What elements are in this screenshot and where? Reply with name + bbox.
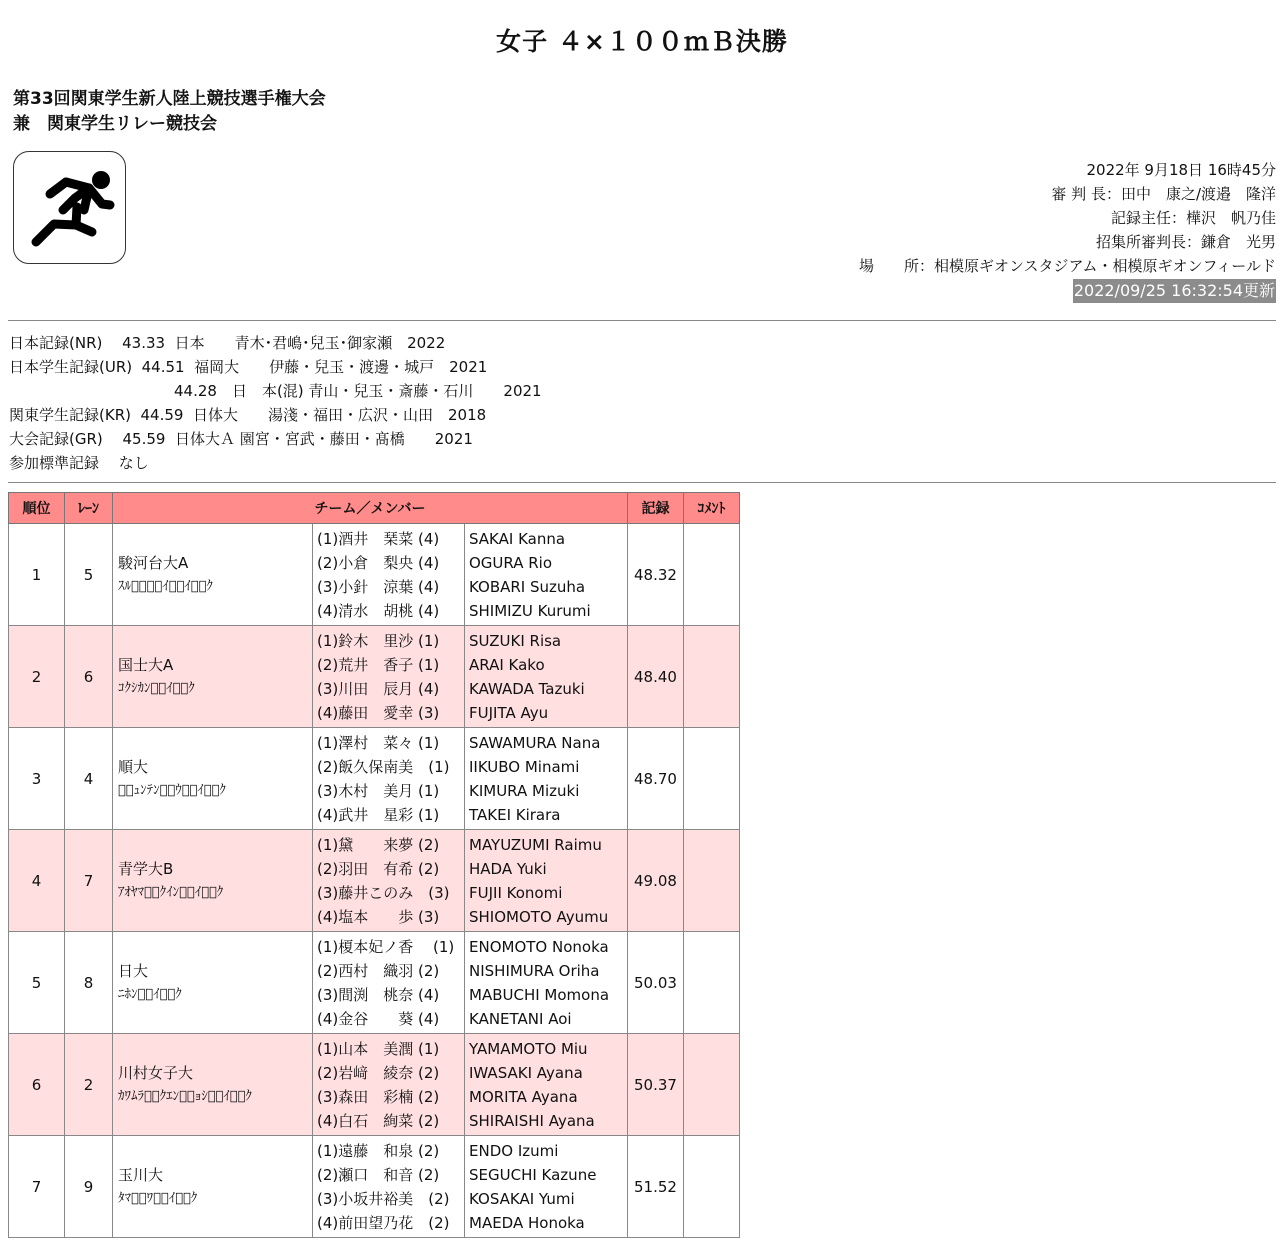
table-row	[9, 626, 740, 728]
qualifying-standard: 参加標準記録 なし	[9, 454, 149, 472]
member-name: (1)榎本妃ノ香 (1)	[317, 937, 455, 956]
member-name: (2)岩﨑 綾奈 (2)	[317, 1063, 440, 1082]
updated-timestamp: 2022/09/25 16:32:54更新	[1073, 279, 1276, 303]
member-romaji: SUZUKI Risa	[469, 631, 562, 650]
members-cell	[313, 1034, 465, 1136]
member-name: (2)瀬口 和音 (2)	[317, 1165, 440, 1184]
sprinter-icon	[13, 151, 126, 264]
rank-cell: 6	[9, 1034, 65, 1136]
members-romaji-cell	[465, 626, 628, 728]
member-name: (2)羽田 有希 (2)	[317, 859, 440, 878]
record-ur: 日本学生記録(UR) 44.51 福岡大 伊藤・兒玉・渡邊・城戸 2021	[9, 358, 488, 376]
members-romaji-cell	[465, 524, 628, 626]
team-cell	[113, 524, 313, 626]
member-name: (4)前田望乃花 (2)	[317, 1213, 450, 1232]
team-name: 川村女子大	[118, 1063, 194, 1082]
member-name: (1)遠藤 和泉 (2)	[317, 1141, 440, 1160]
member-romaji: KAWADA Tazuki	[469, 679, 585, 698]
team-name: 駿河台大A	[118, 553, 189, 572]
member-name: (1)酒井 琹菜 (4)	[317, 529, 440, 548]
members-romaji-cell	[465, 830, 628, 932]
members-cell	[313, 524, 465, 626]
member-romaji: SAKAI Kanna	[469, 529, 566, 548]
team-cell	[113, 728, 313, 830]
time-cell: 51.52	[628, 1136, 684, 1238]
member-romaji: KOBARI Suzuha	[469, 577, 586, 596]
member-romaji: TAKEI Kirara	[469, 805, 561, 824]
member-name: (1)澤村 菜々 (1)	[317, 733, 440, 752]
time-cell: 50.37	[628, 1034, 684, 1136]
meet-name-line2: 兼 関東学生リレー競技会	[13, 114, 217, 134]
members-romaji-cell	[465, 728, 628, 830]
member-name: (3)小針 涼葉 (4)	[317, 577, 440, 596]
comment-cell	[684, 626, 740, 728]
header-lane: ﾚｰﾝ	[65, 493, 113, 524]
lane-cell: 5	[65, 524, 113, 626]
member-romaji: SHIOMOTO Ayumu	[469, 907, 609, 926]
members-cell	[313, 932, 465, 1034]
team-name: 順大	[118, 757, 149, 776]
call-room-referee: 招集所審判長：鎌倉 光男	[1095, 233, 1276, 251]
member-romaji: YAMAMOTO Miu	[469, 1039, 588, 1058]
event-datetime: 2022年 9月18日 16時45分	[1086, 161, 1276, 179]
member-name: (2)小倉 梨央 (4)	[317, 553, 440, 572]
member-name: (4)塩本 歩 (3)	[317, 907, 440, 926]
member-name: (2)飯久保南美 (1)	[317, 757, 450, 776]
rank-cell: 7	[9, 1136, 65, 1238]
comment-cell	[684, 524, 740, 626]
member-romaji: OGURA Rio	[469, 553, 553, 572]
rank-cell: 1	[9, 524, 65, 626]
member-romaji: MABUCHI Momona	[469, 985, 610, 1004]
comment-cell	[684, 1136, 740, 1238]
lane-cell: 4	[65, 728, 113, 830]
team-kana: ｽﾙ ﾞ ﾞｲ ﾞｲ ﾞｸ	[118, 578, 213, 594]
member-name: (3)間渕 桃奈 (4)	[317, 985, 440, 1004]
divider	[8, 482, 1276, 483]
member-romaji: MORITA Ayana	[469, 1087, 578, 1106]
member-name: (4)藤田 愛幸 (3)	[317, 703, 440, 722]
members-cell	[313, 626, 465, 728]
lane-cell: 2	[65, 1034, 113, 1136]
time-cell: 48.40	[628, 626, 684, 728]
header-team: チーム／メンバー	[113, 493, 628, 524]
venue: 場 所：相模原ギオンスタジアム・相模原ギオンフィールド	[858, 257, 1276, 275]
header-time: 記録	[628, 493, 684, 524]
meet-name	[13, 87, 326, 137]
rank-cell: 3	[9, 728, 65, 830]
page-title: 女子 ４×１００ｍＢ決勝	[496, 27, 788, 56]
member-name: (3)小坂井裕美 (2)	[317, 1189, 450, 1208]
team-kana: ｱｵﾔﾏ ﾞｸｲﾝ ﾞｲ ﾞｸ	[118, 884, 224, 900]
members-cell	[313, 728, 465, 830]
member-romaji: KANETANI Aoi	[469, 1009, 572, 1028]
member-name: (1)山本 美潤 (1)	[317, 1039, 440, 1058]
member-name: (3)木村 美月 (1)	[317, 781, 440, 800]
event-info	[859, 158, 1276, 303]
member-romaji: FUJII Konomi	[469, 883, 563, 902]
record-gr: 大会記録(GR) 45.59 日体大Ａ 園宮・宮武・藤田・髙橋 2021	[9, 430, 473, 448]
meet-name-line1: 第33回関東学生新人陸上競技選手権大会	[13, 89, 326, 109]
referee: 審 判 長：田中 康之/渡邉 隆洋	[1051, 185, 1276, 203]
member-romaji: KOSAKAI Yumi	[469, 1189, 575, 1208]
time-cell: 48.32	[628, 524, 684, 626]
header-rank: 順位	[9, 493, 65, 524]
header-comment: ｺﾒﾝﾄ	[684, 493, 740, 524]
member-name: (2)荒井 香子 (1)	[317, 655, 440, 674]
comment-cell	[684, 830, 740, 932]
records-list	[9, 331, 542, 475]
time-cell: 50.03	[628, 932, 684, 1034]
table-row	[9, 1136, 740, 1238]
rank-cell: 4	[9, 830, 65, 932]
recorder: 記録主任：樺沢 帆乃佳	[1110, 209, 1276, 227]
table-row	[9, 932, 740, 1034]
member-romaji: KIMURA Mizuki	[469, 781, 580, 800]
members-cell	[313, 830, 465, 932]
record-ur-mixed: 44.28 日 本(混) 青山・兒玉・斎藤・石川 2021	[9, 382, 542, 400]
team-name: 日大	[118, 961, 149, 980]
table-row	[9, 830, 740, 932]
divider	[8, 320, 1276, 321]
member-name: (1)鈴木 里沙 (1)	[317, 631, 440, 650]
team-cell	[113, 1034, 313, 1136]
member-romaji: MAYUZUMI Raimu	[469, 835, 602, 854]
team-name: 国士大A	[118, 655, 174, 674]
members-romaji-cell	[465, 932, 628, 1034]
members-romaji-cell	[465, 1136, 628, 1238]
table-row	[9, 524, 740, 626]
record-kr: 関東学生記録(KR) 44.59 日体大 湯淺・福田・広沢・山田 2018	[9, 406, 487, 424]
time-cell: 48.70	[628, 728, 684, 830]
member-romaji: ENDO Izumi	[469, 1141, 559, 1160]
record-nr: 日本記録(NR) 43.33 日本 青木･君嶋･兒玉･御家瀬 2022	[9, 334, 446, 352]
member-name: (4)清水 胡桃 (4)	[317, 601, 440, 620]
team-cell	[113, 932, 313, 1034]
team-kana: ﾀﾏ ﾞﾜ ﾞｲ ﾞｸ	[118, 1190, 198, 1206]
table-row	[9, 728, 740, 830]
team-kana: ﾆﾎﾝ ﾞｲ ﾞｸ	[118, 986, 182, 1002]
member-name: (3)森田 彩楠 (2)	[317, 1087, 440, 1106]
member-romaji: MAEDA Honoka	[469, 1213, 585, 1232]
team-name: 青学大B	[118, 859, 174, 878]
lane-cell: 9	[65, 1136, 113, 1238]
member-romaji: FUJITA Ayu	[469, 703, 549, 722]
member-romaji: HADA Yuki	[469, 859, 547, 878]
members-romaji-cell	[465, 1034, 628, 1136]
member-romaji: IWASAKI Ayana	[469, 1063, 583, 1082]
member-romaji: NISHIMURA Oriha	[469, 961, 600, 980]
team-kana: ｶﾜﾑﾗ ﾞｸｴﾝ ﾞｮｼ ﾞｲ ﾞｸ	[118, 1088, 252, 1104]
member-romaji: SAWAMURA Nana	[469, 733, 601, 752]
team-kana: ｺｸｼｶﾝ ﾞｲ ﾞｸ	[118, 680, 195, 696]
rank-cell: 5	[9, 932, 65, 1034]
rank-cell: 2	[9, 626, 65, 728]
member-romaji: ARAI Kako	[469, 655, 545, 674]
member-romaji: SHIRAISHI Ayana	[469, 1111, 595, 1130]
member-name: (4)金谷 葵 (4)	[317, 1009, 440, 1028]
member-romaji: IIKUBO Minami	[469, 757, 580, 776]
member-name: (3)藤井このみ (3)	[317, 883, 450, 902]
table-row	[9, 1034, 740, 1136]
team-cell	[113, 830, 313, 932]
lane-cell: 6	[65, 626, 113, 728]
time-cell: 49.08	[628, 830, 684, 932]
lane-cell: 7	[65, 830, 113, 932]
comment-cell	[684, 728, 740, 830]
results-table	[8, 492, 740, 1238]
team-cell	[113, 1136, 313, 1238]
team-kana:  ﾞｭﾝﾃﾝ ﾞｳ ﾞｲ ﾞｸ	[118, 782, 226, 798]
comment-cell	[684, 932, 740, 1034]
member-romaji: SEGUCHI Kazune	[469, 1165, 597, 1184]
member-name: (4)白石 絢菜 (2)	[317, 1111, 440, 1130]
team-name: 玉川大	[118, 1165, 164, 1184]
comment-cell	[684, 1034, 740, 1136]
member-romaji: ENOMOTO Nonoka	[469, 937, 609, 956]
member-name: (3)川田 辰月 (4)	[317, 679, 440, 698]
member-name: (1)黛 来夢 (2)	[317, 835, 440, 854]
member-name: (4)武井 星彩 (1)	[317, 805, 440, 824]
members-cell	[313, 1136, 465, 1238]
team-cell	[113, 626, 313, 728]
lane-cell: 8	[65, 932, 113, 1034]
member-romaji: SHIMIZU Kurumi	[469, 601, 591, 620]
table-header	[9, 493, 740, 524]
member-name: (2)西村 織羽 (2)	[317, 961, 440, 980]
